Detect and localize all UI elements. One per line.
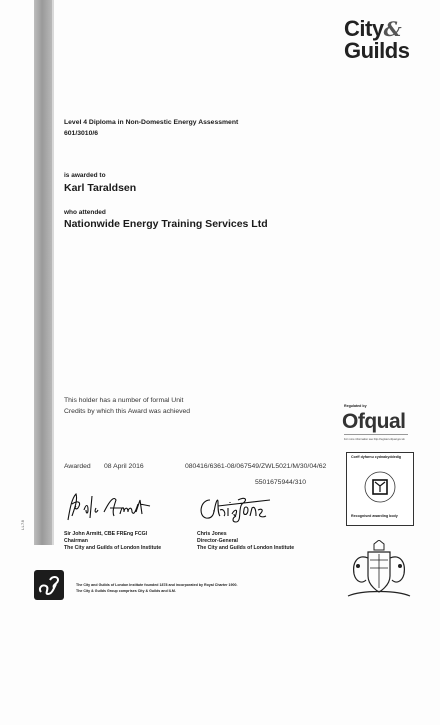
qualification-code: 601/3010/6 — [64, 130, 99, 137]
side-code: LL78 — [20, 519, 25, 530]
cymru-badge-footer: Recognised awarding body — [351, 514, 398, 518]
left-decorative-band — [34, 0, 52, 545]
signatory2-org: The City and Guilds of London Institute — [197, 545, 295, 551]
footer-line1: The City and Guilds of London Institute founded 1878 and incorporated by Royal Charter 1900. — [76, 583, 238, 587]
signatory1-org: The City and Guilds of London Institute — [64, 545, 162, 551]
holder-note-line1: This holder has a number of formal Unit — [64, 397, 184, 404]
regulated-by-label: Regulated by — [344, 404, 367, 408]
training-centre: Nationwide Energy Training Services Ltd — [64, 218, 268, 230]
serial-number: 5501675944/310 — [255, 479, 307, 486]
signatory2-role: Director-General — [197, 538, 238, 544]
footer-line2: The City & Guilds Group comprises City & Guilds and ILM. — [76, 589, 176, 593]
awarded-date: 08 April 2016 — [104, 463, 144, 470]
city-guilds-logo — [344, 18, 414, 61]
attended-label: who attended — [64, 209, 106, 216]
footer-logo-icon — [34, 570, 64, 600]
ofqual-register-note: For more information see http://register.ofqual.gov.uk — [344, 438, 405, 441]
logo-ampersand: & — [383, 17, 402, 41]
ofqual-underline — [344, 434, 408, 435]
logo-line2: Guilds — [344, 38, 410, 63]
band-shadow — [52, 0, 54, 545]
awarded-label: Awarded — [64, 463, 91, 470]
signatory1-role: Chairman — [64, 538, 88, 544]
logo-line1: City — [344, 16, 384, 41]
signature-jones — [196, 492, 274, 526]
signatory1-name: Sir John Armitt, CBE FREng FCGI — [64, 531, 148, 537]
signatory2-name: Chris Jones — [197, 531, 227, 537]
qualifications-wales-seal-icon — [362, 464, 398, 510]
reference-number: 080416/6361-08/067549/ZWL5021/M/30/04/62 — [185, 463, 327, 470]
coat-of-arms-icon — [338, 540, 420, 602]
signature-armitt — [64, 490, 154, 526]
recipient-name: Karl Taraldsen — [64, 182, 137, 194]
holder-note-line2: Credits by which this Award was achieved — [64, 408, 191, 415]
ofqual-logo: Ofqual — [342, 410, 406, 433]
qualification-title: Level 4 Diploma in Non-Domestic Energy Assessment — [64, 119, 239, 126]
cymru-badge-header: Corff dyfarnu cydnabyddedig — [351, 455, 402, 459]
awarded-to-label: is awarded to — [64, 172, 106, 179]
